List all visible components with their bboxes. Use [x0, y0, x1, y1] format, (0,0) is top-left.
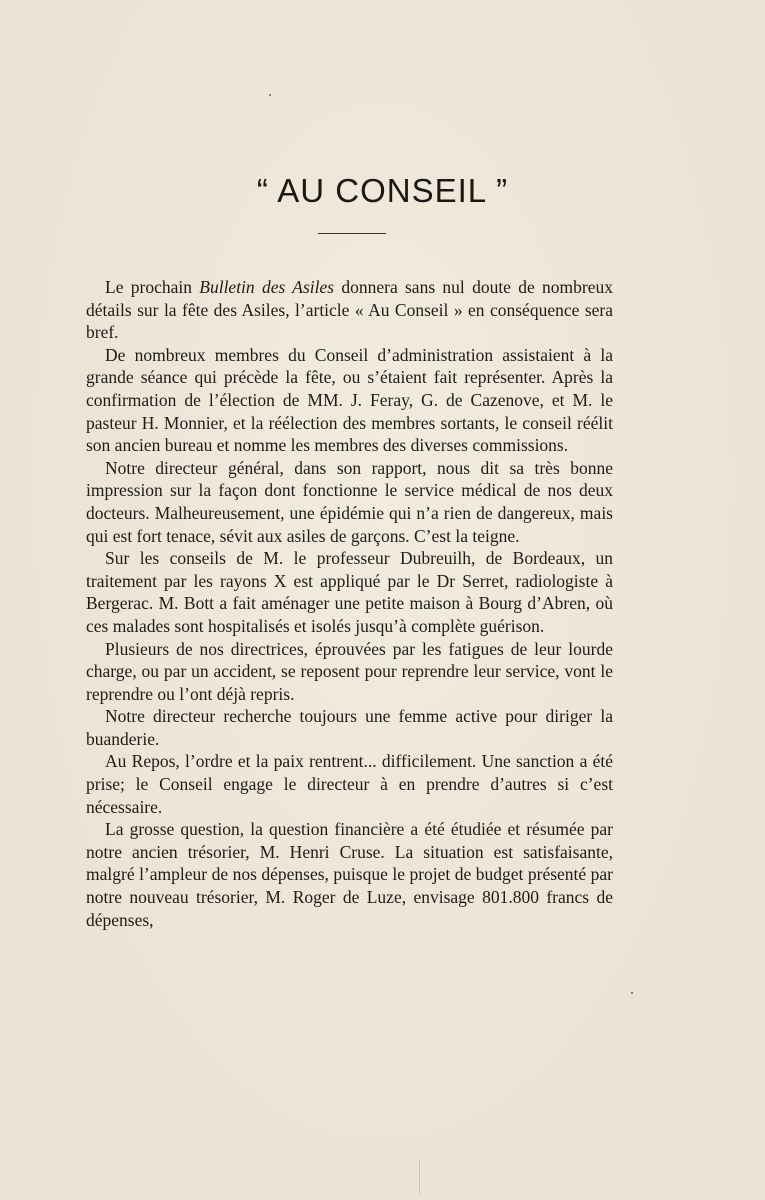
paragraph-1	[86, 276, 613, 344]
paragraph-1-lead: Le prochain	[105, 277, 200, 297]
paragraph-6: Notre directeur recherche toujours une femme active pour diriger la buanderie.	[86, 706, 613, 749]
margin-mark	[631, 992, 633, 994]
article-body	[86, 276, 613, 931]
paragraph-2: De nombreux membres du Conseil d’administration assistaient à la grande séance qui précède la fête, ou s’étaient fait représenter. Après la confirmation de l’élection de MM. J. Feray, G. de Cazenove, et M. le pasteur H. Monnier, et la réélection des membres sortants, le conseil réélit son ancien bureau et nomme les membres des diverses commissions.	[86, 344, 613, 456]
paragraph-5: Plusieurs de nos directrices, éprouvées par les fatigues de leur lourde charge, ou par un accident, se reposent pour reprendre leur service, vont le reprendre ou l’ont déjà repris.	[86, 638, 613, 704]
title-divider	[318, 233, 386, 234]
page-title: “ AU CONSEIL ”	[256, 172, 509, 209]
paper-fiber	[419, 1160, 420, 1194]
paragraph-8: La grosse question, la question financière a été étudiée et résumée par notre ancien trésorier, M. Henri Cruse. La situation est satisfaisante, malgré l’ampleur de nos dépenses, puisque le projet de budget présenté par notre nouveau trésorier, M. Roger de Luze, envisage 801.800 francs de dépenses,	[86, 819, 613, 930]
paragraph-7: Au Repos, l’ordre et la paix rentrent... difficilement. Une sanction a été prise; le Conseil engage le directeur à en prendre d’autres si c’est nécessaire.	[86, 751, 613, 817]
paragraph-3: Notre directeur général, dans son rapport, nous dit sa très bonne impression sur la façon dont fonctionne le service médical de nos deux docteurs. Malheureusement, une épidémie qui n’a rien de dangereux, mais qui est fort tenace, sévit aux asiles de garçons. C’est la teigne.	[86, 457, 613, 546]
paragraph-1-rest: donnera sans nul doute de nombreux détails sur la fête des Asiles, l’article « Au Conseil » en conséquence sera bref.	[86, 277, 614, 343]
bulletin-title: Bulletin des Asiles	[199, 277, 335, 297]
paragraph-4: Sur les conseils de M. le professeur Dubreuilh, de Bordeaux, un traitement par les rayons X est appliqué par le Dr Serret, radiologiste à Bergerac. M. Bott a fait aménager une petite maison à Bourg d’Abren, où ces malades sont hospitalisés et isolés jusqu’à complète guérison.	[86, 548, 613, 636]
paper-speck	[269, 94, 271, 96]
